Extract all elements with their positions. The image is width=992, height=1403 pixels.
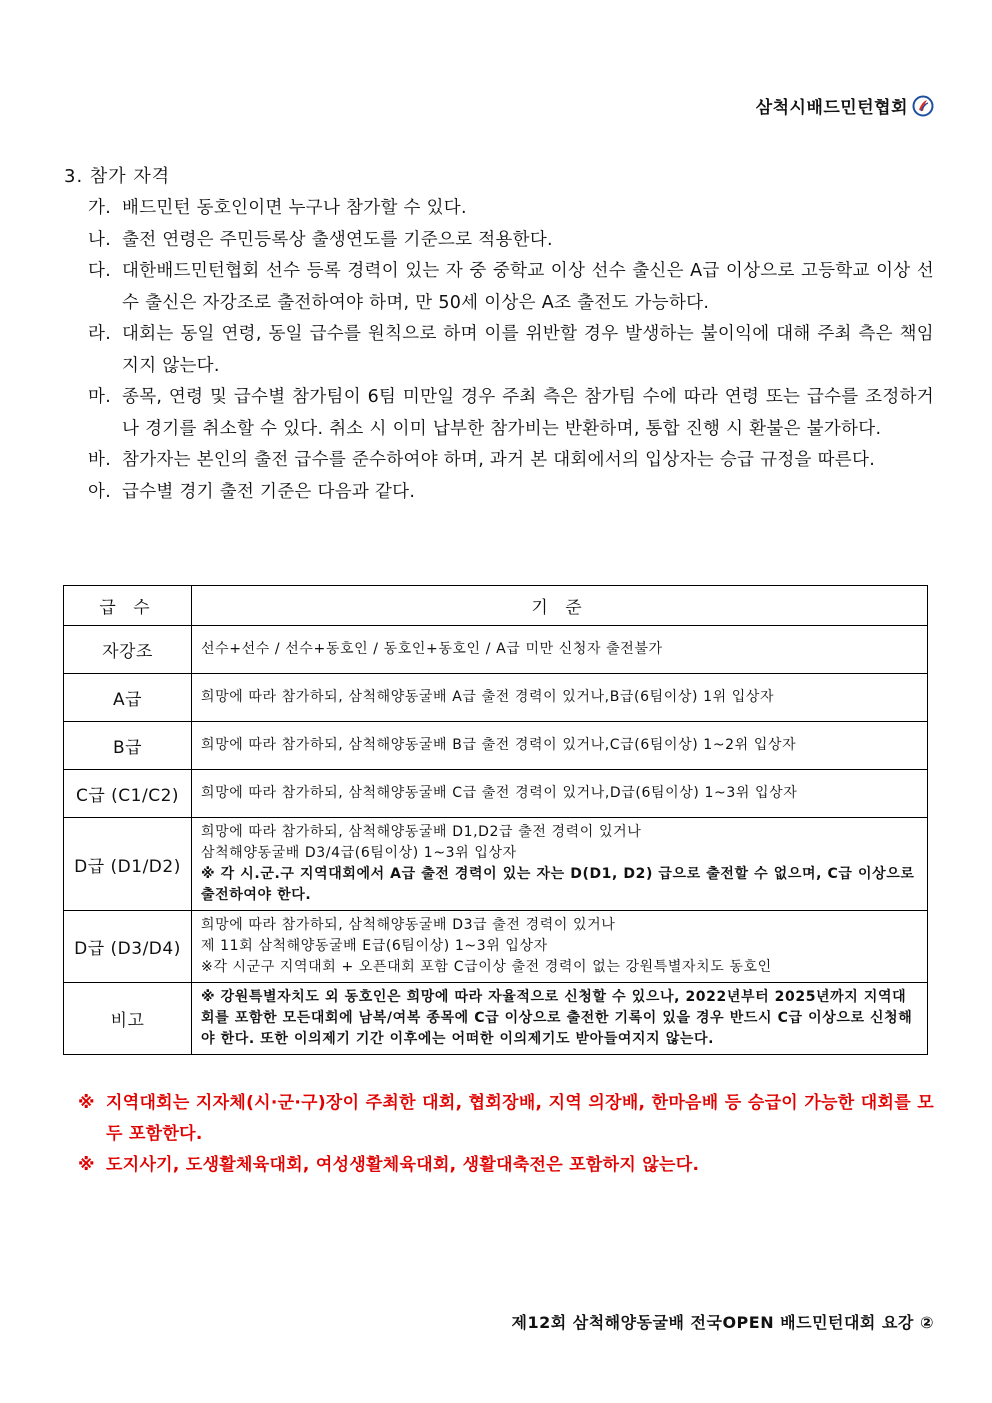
criteria-cell: 희망에 따라 참가하되, 삼척해양동굴배 A급 출전 경력이 있거나,B급(6팀이상) 1위 입상자 xyxy=(192,674,928,722)
grade-cell: 비고 xyxy=(64,983,192,1055)
section-title: 참가 자격 xyxy=(89,166,171,187)
item-text: 대한배드민턴협회 선수 등록 경력이 있는 자 중 중학교 이상 선수 출신은 A급 이상으로 고등학교 이상 선수 출신은 자강조로 출전하여야 하며, 만 50세 이상은 A조 출전도 가능하다. xyxy=(122,261,934,313)
item-marker: 아. xyxy=(88,481,112,502)
grade-cell: D급 (D1/D2) xyxy=(64,818,192,911)
grade-cell: 자강조 xyxy=(64,626,192,674)
criteria-note: ※ 강원특별자치도 외 동호인은 희망에 따라 자율적으로 신청할 수 있으나, 2022년부터 2025년까지 지역대회를 포함한 모든대회에 남복/여복 종목에 C급 이상으로 출전한 기록이 있을 경우 반드시 C급 이상으로 신청해야 한다. 또한 이의제기 기간 이후에는 어떠한 이의제기도 받아들여지지 않는다. xyxy=(192,983,928,1055)
grade-cell: C급 (C1/C2) xyxy=(64,770,192,818)
item-marker: 마. xyxy=(88,387,112,407)
criteria-cell xyxy=(192,818,928,911)
item-text: 출전 연령은 주민등록상 출생연도를 기준으로 적용한다. xyxy=(122,229,553,250)
criteria-warning: ※ 각 시.군.구 지역대회에서 A급 출전 경력이 있는 자는 D(D1, D2) 급으로 출전할 수 없으며, C급 이상으로 출전하여야 한다. xyxy=(201,866,915,903)
criteria-line: 희망에 따라 참가하되, 삼척해양동굴배 D1,D2급 출전 경력이 있거나 xyxy=(201,824,642,840)
criteria-cell: 희망에 따라 참가하되, 삼척해양동굴배 C급 출전 경력이 있거나,D급(6팀이상) 1~3위 입상자 xyxy=(192,770,928,818)
criteria-cell: 선수+선수 / 선수+동호인 / 동호인+동호인 / A급 미만 신청자 출전불가 xyxy=(192,626,928,674)
note-item xyxy=(78,1088,934,1150)
red-notes xyxy=(78,1088,934,1181)
table-row xyxy=(64,722,928,770)
list-item xyxy=(88,382,934,445)
eligibility-list xyxy=(88,193,934,508)
page-header xyxy=(756,93,934,118)
note-marker: ※ xyxy=(78,1155,95,1175)
list-item xyxy=(88,445,934,477)
item-marker: 다. xyxy=(88,261,112,281)
item-text: 배드민턴 동호인이면 누구나 참가할 수 있다. xyxy=(122,198,467,218)
list-item xyxy=(88,225,934,257)
criteria-line: 제 11회 삼척해양동굴배 E급(6팀이상) 1~3위 입상자 xyxy=(201,938,548,954)
table-row xyxy=(64,674,928,722)
item-text: 급수별 경기 출전 기준은 다음과 같다. xyxy=(122,481,416,502)
list-item xyxy=(88,319,934,382)
list-item xyxy=(88,193,934,225)
item-text: 종목, 연령 및 급수별 참가팀이 6팀 미만일 경우 주최 측은 참가팀 수에 따라 연령 또는 급수를 조정하거나 경기를 취소할 수 있다. 취소 시 이미 납부한 참가비는 반환하며, 통합 진행 시 환불은 불가하다. xyxy=(122,387,934,439)
table-row xyxy=(64,818,928,911)
note-text: 도지사기, 도생활체육대회, 여성생활체육대회, 생활대축전은 포함하지 않는다. xyxy=(106,1155,700,1175)
criteria-cell xyxy=(192,911,928,983)
item-marker: 바. xyxy=(88,450,112,470)
table-row xyxy=(64,626,928,674)
list-item xyxy=(88,477,934,509)
association-logo-icon xyxy=(912,95,934,117)
item-text: 참가자는 본인의 출전 급수를 준수하여야 하며, 과거 본 대회에서의 입상자는 승급 규정을 따른다. xyxy=(122,450,876,470)
criteria-line: 삼척해양동굴배 D3/4급(6팀이상) 1~3위 입상자 xyxy=(201,845,517,861)
grade-cell: B급 xyxy=(64,722,192,770)
note-item xyxy=(78,1150,934,1181)
table-row xyxy=(64,983,928,1055)
list-item xyxy=(88,256,934,319)
note-text: 지역대회는 지자체(시·군·구)장이 주최한 대회, 협회장배, 지역 의장배, 한마음배 등 승급이 가능한 대회를 모두 포함한다. xyxy=(106,1093,934,1144)
table-row xyxy=(64,770,928,818)
grade-cell: D급 (D3/D4) xyxy=(64,911,192,983)
org-name: 삼척시배드민턴협회 xyxy=(755,98,908,118)
criteria-column-header: 기 준 xyxy=(192,586,928,626)
note-marker: ※ xyxy=(78,1093,95,1113)
item-marker: 가. xyxy=(88,198,112,218)
grade-cell: A급 xyxy=(64,674,192,722)
page-footer: 제12회 삼척해양동굴배 전국OPEN 배드민턴대회 요강 ② xyxy=(511,1313,934,1332)
table-header-row xyxy=(64,586,928,626)
section-heading xyxy=(64,162,170,188)
grade-criteria-table xyxy=(63,585,928,1055)
item-marker: 나. xyxy=(88,229,112,250)
grade-column-header: 급 수 xyxy=(64,586,192,626)
item-marker: 라. xyxy=(88,324,112,344)
criteria-line: 희망에 따라 참가하되, 삼척해양동굴배 D3급 출전 경력이 있거나 xyxy=(201,917,616,933)
criteria-cell: 희망에 따라 참가하되, 삼척해양동굴배 B급 출전 경력이 있거나,C급(6팀이상) 1~2위 입상자 xyxy=(192,722,928,770)
item-text: 대회는 동일 연령, 동일 급수를 원칙으로 하며 이를 위반할 경우 발생하는 불이익에 대해 주최 측은 책임지지 않는다. xyxy=(122,324,934,376)
table-row xyxy=(64,911,928,983)
section-number: 3. xyxy=(64,166,84,187)
criteria-line: ※각 시군구 지역대회 + 오픈대회 포함 C급이상 출전 경력이 없는 강원특별자치도 동호인 xyxy=(201,959,772,975)
